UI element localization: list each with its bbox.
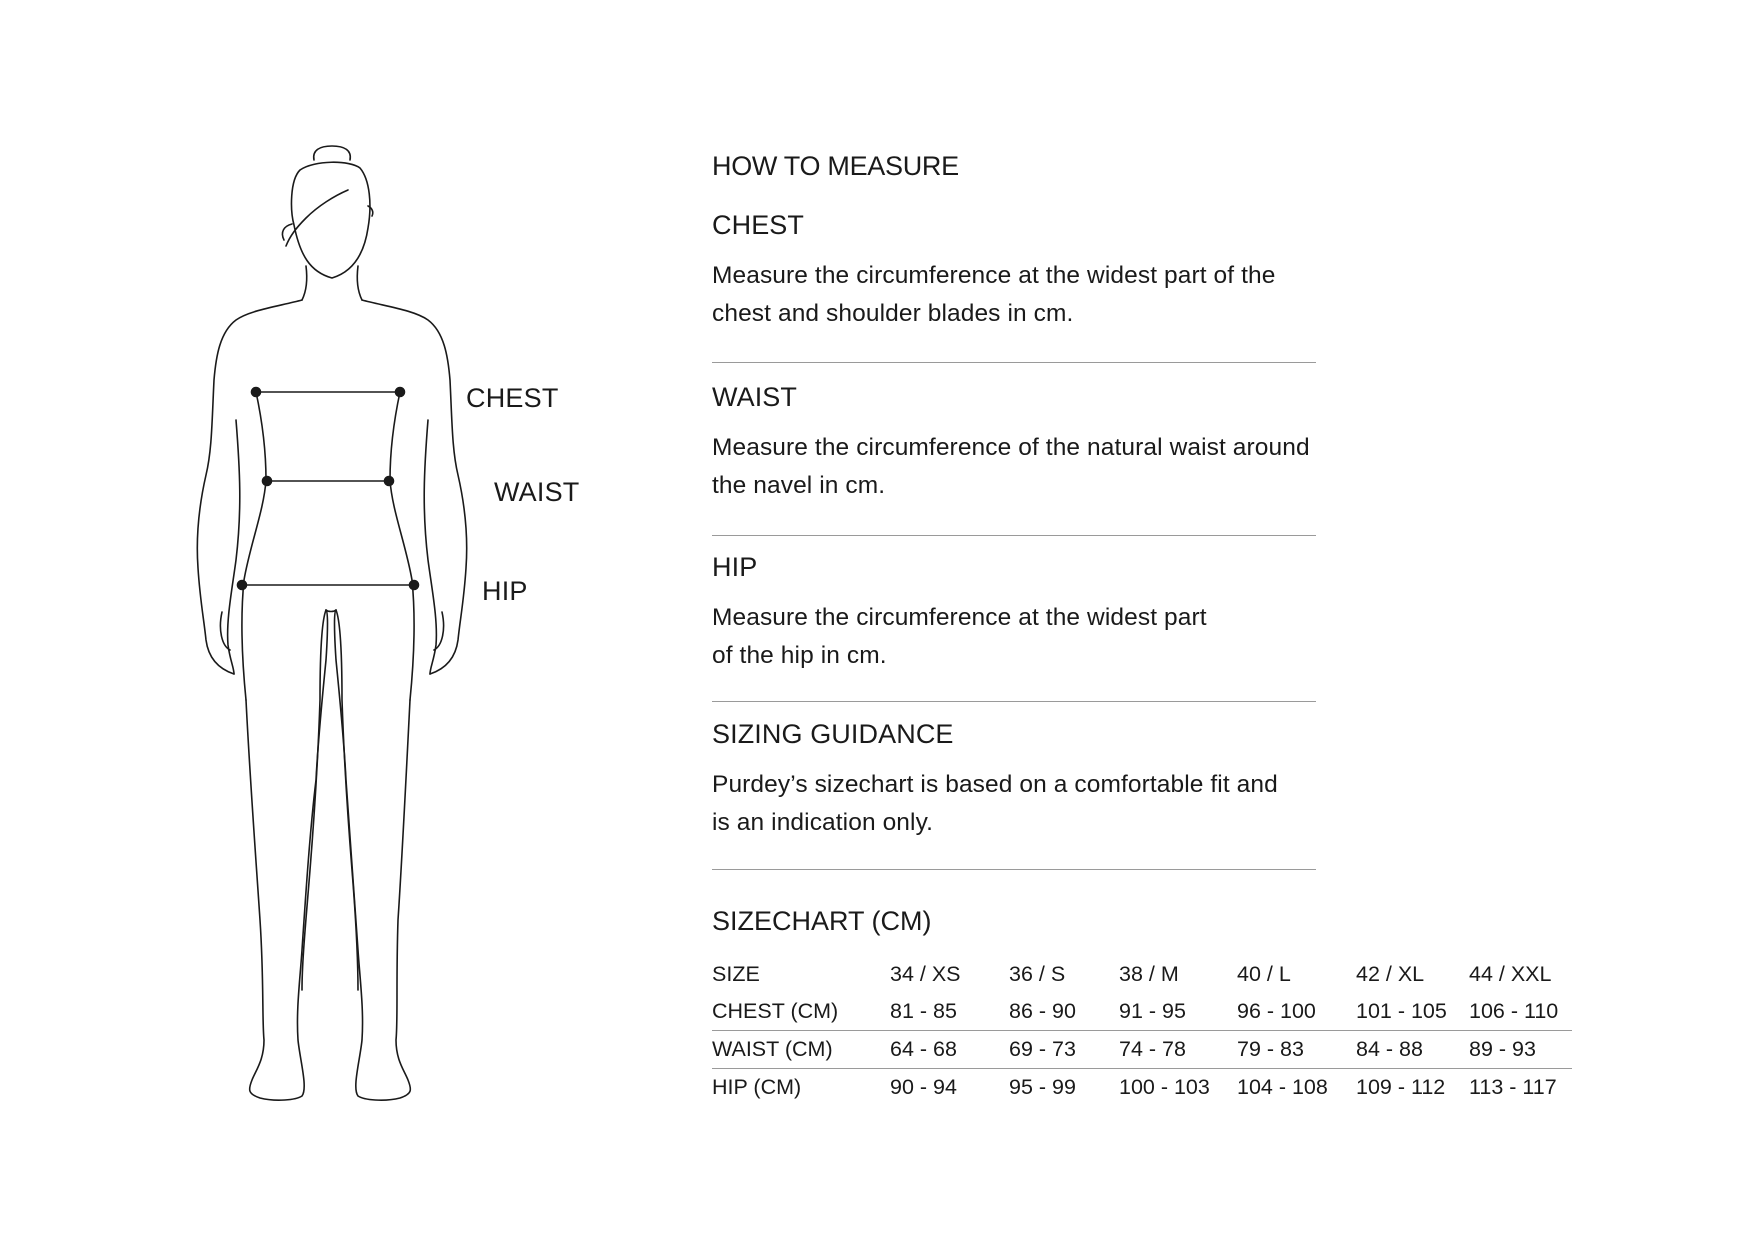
table-cell: 69 - 73 (1009, 1031, 1119, 1069)
section-sizing-guidance (712, 719, 1316, 842)
table-cell: 100 - 103 (1119, 1069, 1237, 1107)
table-cell: 38 / M (1119, 962, 1179, 986)
table-cell: 95 - 99 (1009, 1069, 1119, 1107)
table-row (712, 1031, 1572, 1069)
table-cell: 74 - 78 (1119, 1031, 1237, 1069)
table-cell: 64 - 68 (890, 1031, 1009, 1069)
table-cell: 89 - 93 (1469, 1031, 1572, 1069)
table-cell: 101 - 105 (1356, 999, 1447, 1023)
figure-label-hip: HIP (482, 576, 528, 606)
section-heading: WAIST (712, 382, 797, 412)
sizechart-title: SIZECHART (CM) (712, 906, 932, 936)
table-cell: 104 - 108 (1237, 1069, 1356, 1107)
table-cell: 86 - 90 (1009, 999, 1076, 1023)
table-cell: 44 / XXL (1469, 962, 1552, 986)
body-outline-icon (0, 0, 620, 1240)
divider (712, 535, 1316, 536)
row-label: CHEST (CM) (712, 999, 839, 1023)
section-heading: HIP (712, 552, 758, 582)
figure-label-waist: WAIST (494, 477, 580, 507)
table-cell: 34 / XS (890, 962, 961, 986)
table-cell: 81 - 85 (890, 999, 957, 1023)
table-row (712, 1069, 1572, 1107)
section-heading: SIZING GUIDANCE (712, 719, 954, 749)
table-cell: 79 - 83 (1237, 1031, 1356, 1069)
table-cell: 91 - 95 (1119, 999, 1186, 1023)
table-cell: 106 - 110 (1469, 999, 1559, 1023)
section-heading: CHEST (712, 210, 805, 240)
table-cell: 109 - 112 (1356, 1069, 1469, 1107)
section-waist (712, 382, 1316, 505)
divider (712, 869, 1316, 870)
size-table (712, 956, 1572, 1106)
table-cell: 113 - 117 (1469, 1069, 1572, 1107)
figure-label-chest: CHEST (466, 383, 559, 413)
divider (712, 362, 1316, 363)
page-title: HOW TO MEASURE (712, 151, 959, 181)
section-chest (712, 210, 1316, 333)
table-cell: 90 - 94 (890, 1069, 1009, 1107)
sizechart (712, 906, 1572, 1099)
row-label: WAIST (CM) (712, 1031, 890, 1069)
table-cell: 36 / S (1009, 962, 1066, 986)
section-text: Measure the circumference at the widest part of the chest and shoulder blades in cm. (712, 262, 1276, 327)
body-measurement-figure (0, 0, 620, 1240)
table-cell: 96 - 100 (1237, 999, 1316, 1023)
table-cell: 40 / L (1237, 962, 1291, 986)
table-cell: 84 - 88 (1356, 1031, 1469, 1069)
table-header-row (712, 956, 1572, 993)
row-label: HIP (CM) (712, 1069, 890, 1107)
divider (712, 701, 1316, 702)
section-hip (712, 552, 1316, 675)
row-label: SIZE (712, 962, 760, 986)
section-text: Measure the circumference of the natural waist around the navel in cm. (712, 434, 1310, 499)
table-cell: 42 / XL (1356, 962, 1425, 986)
section-text: Purdey’s sizechart is based on a comfortable fit and is an indication only. (712, 771, 1278, 836)
table-row (712, 993, 1572, 1031)
section-text: Measure the circumference at the widest part of the hip in cm. (712, 604, 1207, 669)
